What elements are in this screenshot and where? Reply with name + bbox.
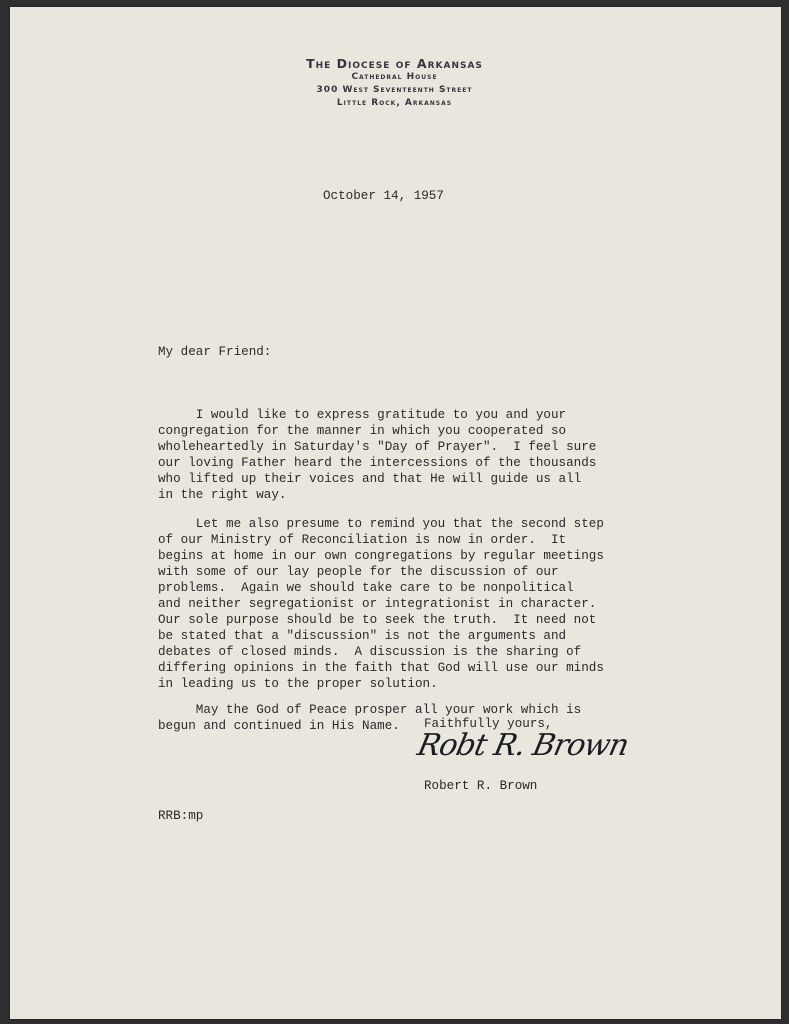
text-line: debates of closed minds. A discussion is the sharing of xyxy=(158,645,582,659)
text-line: our loving Father heard the intercessions of the thousands xyxy=(158,456,597,470)
text-line: of our Ministry of Reconciliation is now in order. It xyxy=(158,533,567,547)
letter-date: October 14, 1957 xyxy=(323,189,444,203)
text-line: problems. Again we should take care to be nonpolitical xyxy=(158,581,574,595)
text-line: I would like to express gratitude to you and your xyxy=(158,408,567,422)
salutation: My dear Friend: xyxy=(158,345,272,359)
letterhead-line: 300 West Seventeenth Street xyxy=(316,85,473,95)
signer-name: Robert R. Brown xyxy=(424,779,538,793)
text-line: who lifted up their voices and that He will guide us all xyxy=(158,472,582,486)
text-line: with some of our lay people for the discussion of our xyxy=(158,565,559,579)
text-line: Our sole purpose should be to seek the truth. It need not xyxy=(158,613,597,627)
text-line: begins at home in our own congregations by regular meetings xyxy=(158,549,604,563)
letterhead-name: The Diocese of Arkansas xyxy=(306,56,483,71)
text-line: be stated that a "discussion" is not the arguments and xyxy=(158,629,567,643)
text-line: Let me also presume to remind you that the second step xyxy=(158,517,604,531)
text-line: differing opinions in the faith that God will use our minds xyxy=(158,661,604,675)
closing: Faithfully yours, xyxy=(424,717,553,731)
text-line: begun and continued in His Name. xyxy=(158,719,400,733)
text-line: in leading us to the proper solution. xyxy=(158,677,438,691)
text-line: May the God of Peace prosper all your work which is xyxy=(158,703,582,717)
letterhead-line: Little Rock, Arkansas xyxy=(336,98,453,108)
text-line: and neither segregationist or integrationist in character. xyxy=(158,597,597,611)
typist-initials: RRB:mp xyxy=(158,809,204,823)
text-line: in the right way. xyxy=(158,488,287,502)
letterhead-line: Cathedral House xyxy=(351,72,438,82)
signature: Robt R. Brown xyxy=(414,728,632,763)
text-line: wholeheartedly in Saturday's "Day of Prayer". I feel sure xyxy=(158,440,597,454)
text-line: congregation for the manner in which you cooperated so xyxy=(158,424,567,438)
